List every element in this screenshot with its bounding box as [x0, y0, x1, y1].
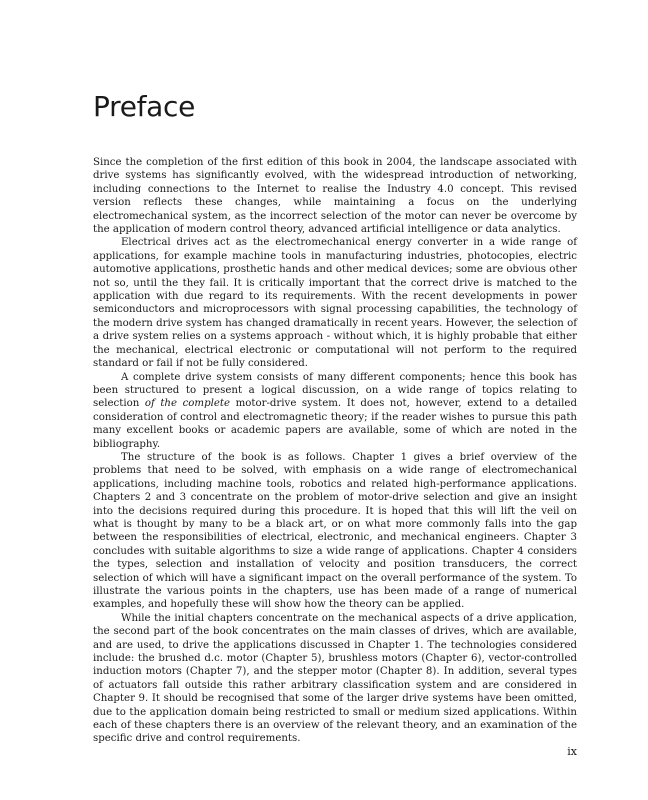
- paragraph-3-part-1: A complete drive system consists of many different components; hence this book has been structured to present a logical discussion, on a wide range of topics relating to selection: [93, 371, 577, 410]
- paragraph-1: Since the completion of the first edition of this book in 2004, the landscape associated with drive systems has significantly evolved, with the widespread introduction of networking, including connections to the Internet to realise the Industry 4.0 concept. This revised version reflects these changes, while maintaining a focus on the underlying electromechanical system, as the incorrect selection of the motor can never be overcome by the application of modern control theory, advanced artificial intelligence or data analytics.: [93, 157, 577, 236]
- page-title: Preface: [93, 90, 196, 123]
- preface-body: [93, 156, 577, 746]
- paragraph-5: While the initial chapters concentrate on the mechanical aspects of a drive application, the second part of the book concentrates on the main classes of drives, which are available, and are used, to drive the applications discussed in Chapter 1. The technologies considered include: the brushed d.c. motor (Chapter 5), brushless motors (Chapter 6), vector-controlled induction motors (Chapter 7), and the stepper motor (Chapter 8). In addition, several types of actuators fall outside this rather arbitrary classification system and are considered in Chapter 9. It should be recognised that some of the larger drive systems have been omitted, due to the application domain being restricted to small or medium sized applications. Within each of these chapters there is an overview of the relevant theory, and an examination of the specific drive and control requirements.: [93, 612, 577, 745]
- page-number: ix: [567, 745, 577, 758]
- paragraph-3: [93, 371, 577, 451]
- paragraph-2: Electrical drives act as the electromechanical energy converter in a wide range of applications, for example machine tools in manufacturing industries, photocopies, electric automotive applications, prosthetic hands and other medical devices; some are obvious other not so, until the they fail. It is critically important that the correct drive is matched to the application with due regard to its requirements. With the recent developments in power semiconductors and microprocessors with signal processing capabilities, the technology of the modern drive system has changed dramatically in recent years. However, the selection of a drive system relies on a systems approach - without which, it is highly probable that either the mechanical, electrical electronic or computational will not perform to the required standard or fail if not be fully considered.: [93, 237, 577, 370]
- paragraph-4: The structure of the book is as follows. Chapter 1 gives a brief overview of the problems that need to be solved, with emphasis on a wide range of electromechanical applications, including machine tools, robotics and related high-performance applications. Chapters 2 and 3 concentrate on the problem of motor-drive selection and give an insight into the decisions required during this procedure. It is hoped that this will lift the veil on what is thought by many to be a black art, or on what more commonly falls into the gap between the responsibilities of electrical, electronic, and mechanical engineers. Chapter 3 concludes with suitable algorithms to size a wide range of applications. Chapter 4 considers the types, selection and installation of velocity and position transducers, the correct selection of which will have a significant impact on the overall performance of the system. To illustrate the various points in the chapters, use has been made of a range of numerical examples, and hopefully these will show how the theory can be applied.: [93, 451, 577, 611]
- paragraph-3-part-2: motor-drive system. It does not, however, extend to a detailed consideration of control and electromagnetic theory; if the reader wishes to pursue this path many excellent books or academic papers are available, some of which are noted in the bibliography.: [93, 398, 577, 450]
- paragraph-3-italic: of the complete: [144, 398, 231, 410]
